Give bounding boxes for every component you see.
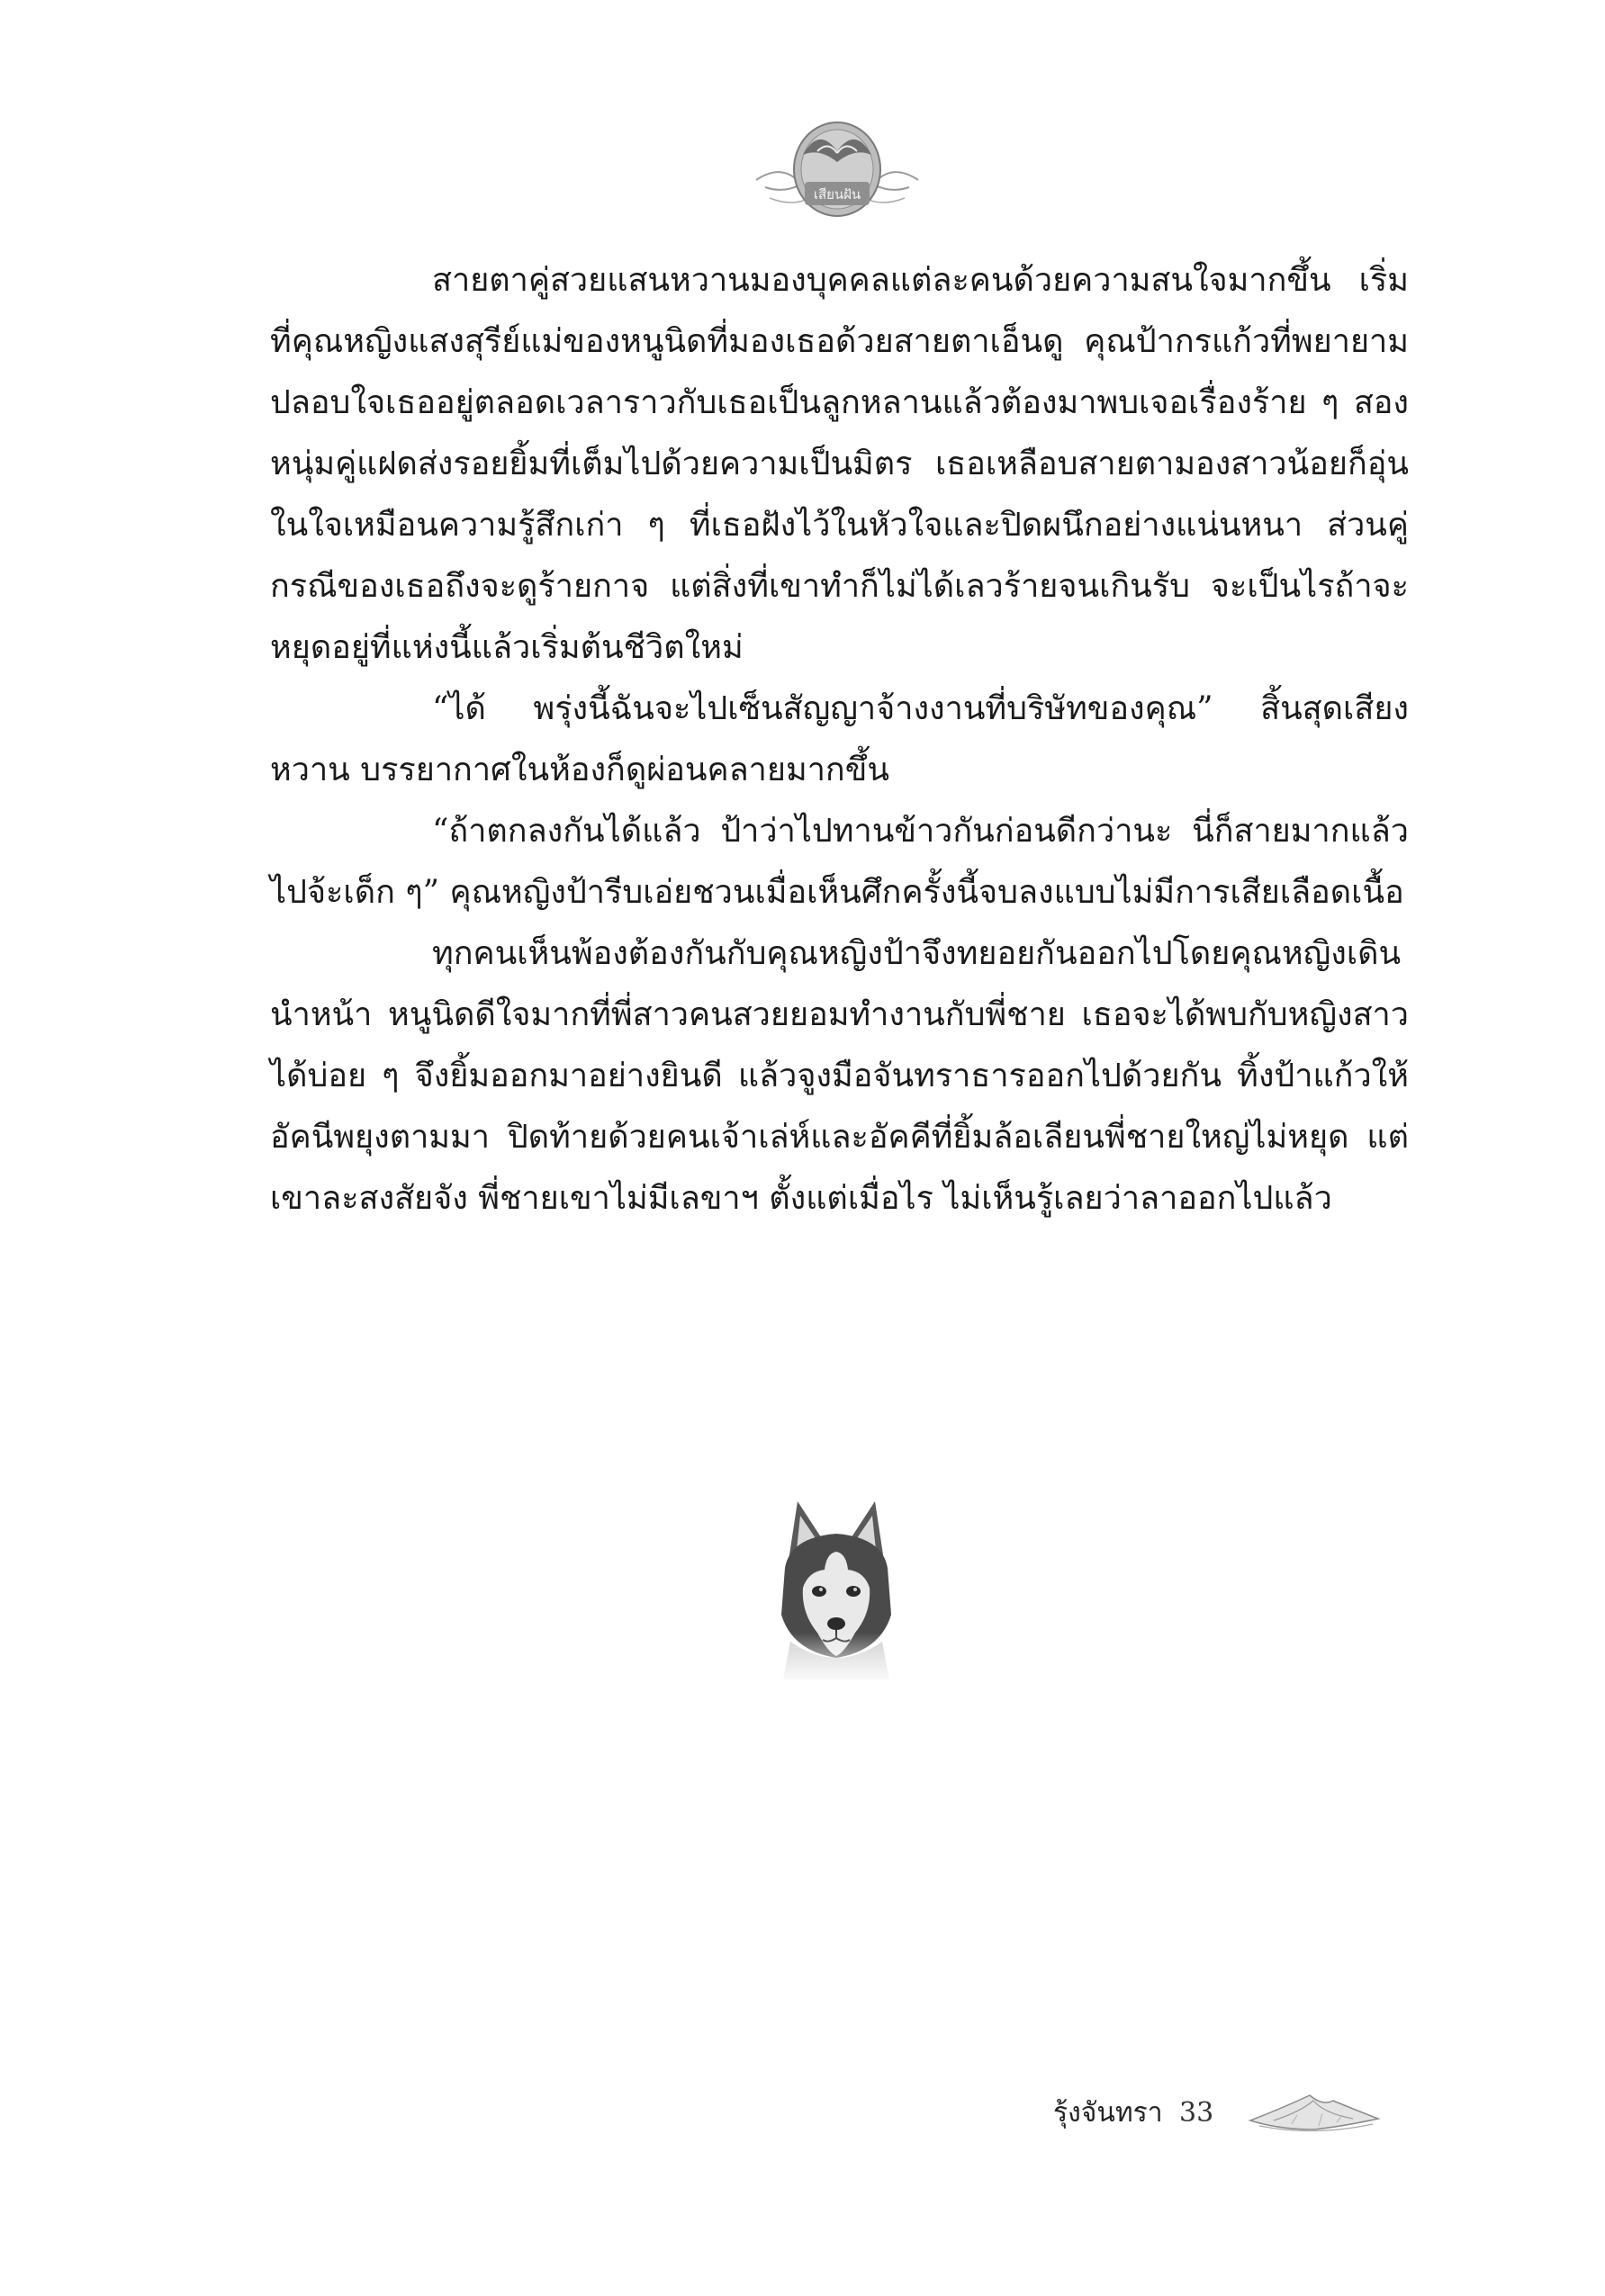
- page-number: 33: [1179, 2097, 1214, 2129]
- paragraph-1: สายตาคู่สวยแสนหวานมองบุคคลแต่ละคนด้วยความสนใจมากขึ้น เริ่มที่คุณหญิงแสงสุรีย์แม่ของหนูนิดที่มองเธอด้วยสายตาเอ็นดู คุณป้ากรแก้วที่พยายามปลอบใจเธออยู่ตลอดเวลาราวกับเธอเป็นลูกหลานแล้วต้องมาพบเจอเรื่องร้าย ๆ สองหนุ่มคู่แฝดส่งรอยยิ้มที่เต็มไปด้วยความเป็นมิตร เธอเหลือบสายตามองสาวน้อยก็อุ่นในใจเหมือนความรู้สึกเก่า ๆ ที่เธอฝังไว้ในหัวใจและปิดผนึกอย่างแน่นหนา ส่วนคู่กรณีของเธอถึงจะดูร้ายกาจ แต่สิ่งที่เขาทำก็ไม่ได้เลวร้ายจนเกินรับ จะเป็นไรถ้าจะหยุดอยู่ที่แห่งนี้แล้วเริ่มต้นชีวิตใหม่: [270, 262, 1409, 666]
- footer-ornament-icon: [1247, 2090, 1382, 2137]
- paragraph-3: “ถ้าตกลงกันได้แล้ว ป้าว่าไปทานข้าวกันก่อนดีกว่านะ นี่ก็สายมากแล้ว ไปจ้ะเด็ก ๆ” คุณหญิงป้ารีบเอ่ยชวนเมื่อเห็นศึกครั้งนี้จบลงแบบไม่มีการเสียเลือดเนื้อ: [270, 813, 1409, 911]
- paragraph-2: “ได้ พรุ่งนี้ฉันจะไปเซ็นสัญญาจ้างงานที่บริษัทของคุณ” สิ้นสุดเสียงหวาน บรรยากาศในห้องก็ดูผ่อนคลายมากขึ้น: [270, 690, 1409, 788]
- footer-book-title: รุ้งจันทรา: [1053, 2097, 1163, 2129]
- paragraph-4: ทุกคนเห็นพ้องต้องกันกับคุณหญิงป้าจึงทยอยกันออกไปโดยคุณหญิงเดินนำหน้า หนูนิดดีใจมากที่พี่สาวคนสวยยอมทำงานกับพี่ชาย เธอจะได้พบกับหญิงสาวได้บ่อย ๆ จึงยิ้มออกมาอย่างยินดี แล้วจูงมือจันทราธารออกไปด้วยกัน ทิ้งป้าแก้วให้อัคนีพยุงตามมา ปิดท้ายด้วยคนเจ้าเล่ห์และอัคคีที่ยิ้มล้อเลียนพี่ชายใหญ่ไม่หยุด แต่เขาละสงสัยจัง พี่ชายเขาไม่มีเลขาฯ ตั้งแต่เมื่อไร ไม่เห็นรู้เลยว่าลาออกไปแล้ว: [270, 935, 1409, 1217]
- page-footer: [1053, 2086, 1413, 2140]
- story-text: [270, 250, 1409, 1229]
- svg-text:เสียนฝัน: เสียนฝัน: [813, 186, 861, 203]
- husky-dog-illustration: [772, 1498, 900, 1679]
- header-ornament-emblem: [747, 108, 927, 225]
